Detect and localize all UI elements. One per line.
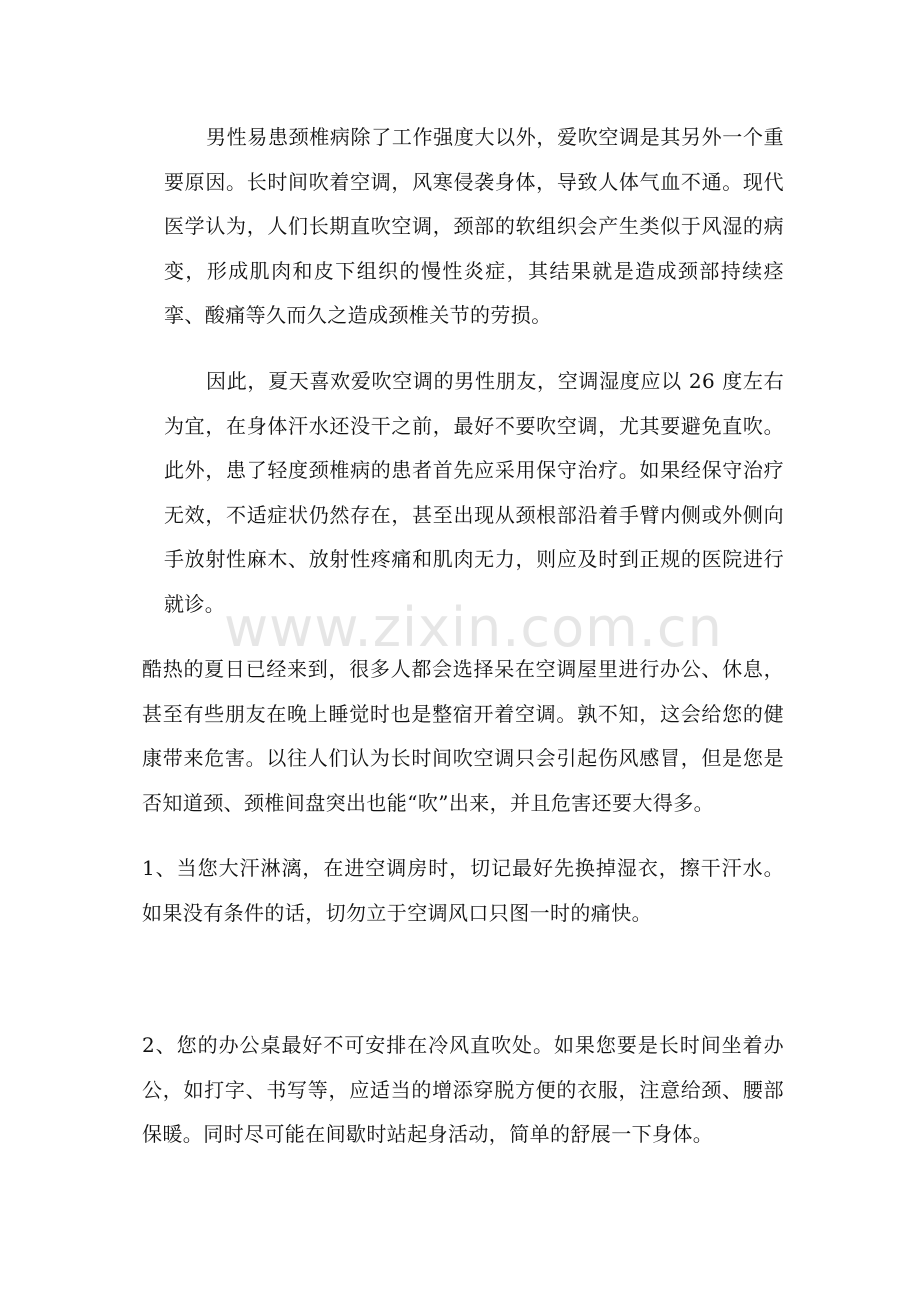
tip-item-2 [142, 1023, 784, 1157]
watermark: www.zixin.com.cn [224, 596, 723, 659]
paragraph-text: 男性易患颈椎病除了工作强度大以外，爱吹空调是其另外一个重要原因。长时间吹着空调，风寒侵袭身体，导致人体气血不通。现代医学认为，人们长期直吹空调，颈部的软组织会产生类似于风湿的病变，形成肌肉和皮下组织的慢性炎症，其结果就是造成颈部持续痉挛、酸痛等久而久之造成颈椎关节的劳损。 [164, 125, 784, 327]
paragraph-air-conditioning-advice [164, 359, 784, 626]
tip-item-1 [142, 846, 784, 935]
paragraph-neck-disease-cause [164, 115, 784, 338]
paragraph-text: 因此，夏天喜欢爱吹空调的男性朋友，空调湿度应以 26 度左右为宜，在身体汗水还没干之前，最好不要吹空调，尤其要避免直吹。此外，患了轻度颈椎病的患者首先应采用保守治疗。如果经保守治疗无效，不适症状仍然存在，甚至出现从颈根部沿着手臂内侧或外侧向手放射性麻木、放射性疼痛和肌肉无力，则应及时到正规的医院进行就诊。 [164, 369, 784, 616]
paragraph-text: 酷热的夏日已经来到，很多人都会选择呆在空调屋里进行办公、休息，甚至有些朋友在晚上睡觉时也是整宿开着空调。孰不知，这会给您的健康带来危害。以往人们认为长时间吹空调只会引起伤风感冒，但是您是否知道颈、颈椎间盘突出也能“吹”出来，并且危害还要大得多。 [142, 657, 784, 815]
paragraph-text: 1、当您大汗淋漓，在进空调房时，切记最好先换掉湿衣，擦干汗水。如果没有条件的话，切勿立于空调风口只图一时的痛快。 [142, 856, 784, 925]
paragraph-summer-intro [142, 647, 784, 825]
paragraph-text: 2、您的办公桌最好不可安排在冷风直吹处。如果您要是长时间坐着办公，如打字、书写等，应适当的增添穿脱方便的衣服，注意给颈、腰部保暖。同时尽可能在间歇时站起身活动，简单的舒展一下身体。 [142, 1033, 784, 1146]
